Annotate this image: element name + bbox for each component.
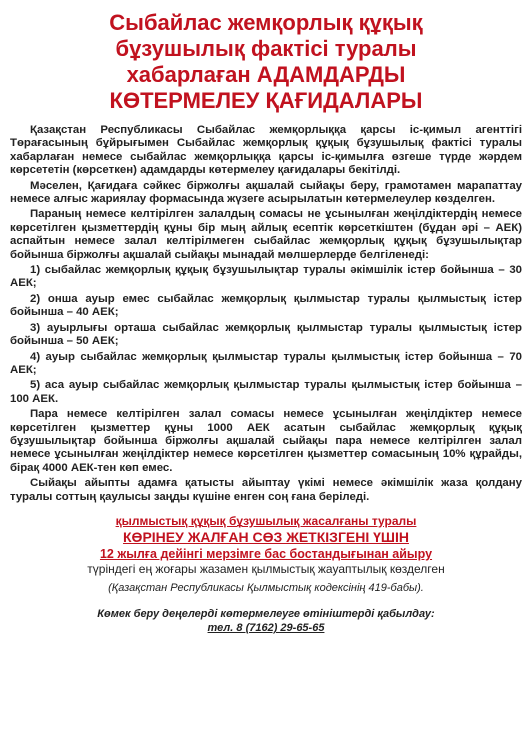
reward-list-item: 3) ауырлығы орташа сыбайлас жемқорлық қылмыстар туралы қылмыстық істер бойынша – 50 АЕК; [10,321,522,348]
reward-list-item: 4) ауыр сыбайлас жемқорлық қылмыстар туралы қылмыстық істер бойынша – 70 АЕК; [10,350,522,376]
paragraph: Қазақстан Республикасы Сыбайлас жемқорлыққа қарсы іс-қимыл агенттігі Төрағасының бұйрығымен Сыбайлас жемқорлық құқық бұзушылық фактісі туралы хабарлаған немесе сыбайлас жемқорлыққа қарсы іс-қимылға өзгеше түрде жәрдем көрсететін (көрсеткен) адамдарды көтермелеу қағидалары бекітілді. [10,124,522,177]
title-line: КӨТЕРМЕЛЕУ ҚАҒИДАЛАРЫ [109,88,423,113]
title-line: бұзушылық фактісі туралы [115,36,417,61]
paragraph: Пара немесе келтірілген залал сомасы немесе ұсынылған жеңілдіктер немесе көрсетілген қызметтер құны 1000 АЕК асатын сыбайлас жемқорлық құқық бұзушылықтар бойынша біржолғы ақшалай сыйақы пара немесе келтірілген залал немесе ұсынылған жеңілдіктер немесе көрсетілген қызметтер сомасының 10% құрайды, бірақ 4000 АЕК-тен көп емес. [10,408,522,474]
paragraph: Параның немесе келтірілген залалдың сомасы не ұсынылған жеңілдіктердің немесе көрсетілген қызметтердің құны бір мың айлық есептік көрсеткіштен (бұдан әрі – АЕК) аспайтын немесе залал келтірілмеген сыбайлас жемқорлық құқық бұзушылықтар бойынша біржолғы ақшалай сыйақы мынадай мөлшерлерде белгіленеді: [10,208,522,261]
contact-label: Көмек беру деңелерді көтермелеуге өтініштерді қабылдау: [97,607,435,620]
warning-heading: КӨРІНЕУ ЖАЛҒАН СӨЗ ЖЕТКІЗГЕНІ ҮШІН [123,528,409,545]
paragraph: Мәселен, Қағидаға сәйкес біржолғы ақшалай сыйақы беру, грамотамен марапаттау немесе алғыс жариялау формасында жүзеге асырылатын көтермелеулер көзделген. [10,179,522,206]
document-body [10,124,522,504]
reward-list-item: 2) онша ауыр емес сыбайлас жемқорлық қылмыстар туралы қылмыстық істер бойынша – 40 АЕК; [10,292,522,319]
reward-list-item: 1) сыбайлас жемқорлық құқық бұзушылықтар туралы әкімшілік істер бойынша – 30 АЕК; [10,264,522,290]
phone-link[interactable]: тел. 8 (7162) 29-65-65 [207,621,325,634]
warning-line: қылмыстық құқық бұзушылық жасалғаны туралы [115,513,417,528]
page-title [10,10,522,114]
warning-line: 12 жылға дейінгі мерзімге бас бостандығынан айыру [99,546,433,561]
warning-block [10,514,522,595]
warning-citation: (Қазақстан Республикасы Қылмыстық кодексінің 419-бабы). [108,581,424,594]
reward-list-item: 5) аса ауыр сыбайлас жемқорлық қылмыстар туралы қылмыстық істер бойынша – 100 АЕК. [10,379,522,405]
warning-line: түріндегі ең жоғары жазамен қылмыстық жауаптылық көзделген [87,561,445,576]
contact-block [10,607,522,635]
title-line: хабарлаған АДАМДАРДЫ [126,62,406,87]
title-line: Сыбайлас жемқорлық құқық [109,10,423,35]
paragraph: Сыйақы айыпты адамға қатысты айыптау үкімі немесе әкімшілік жаза қолдану туралы соттың қаулысы заңды күшіне енген соң ғана беріледі. [10,477,522,503]
